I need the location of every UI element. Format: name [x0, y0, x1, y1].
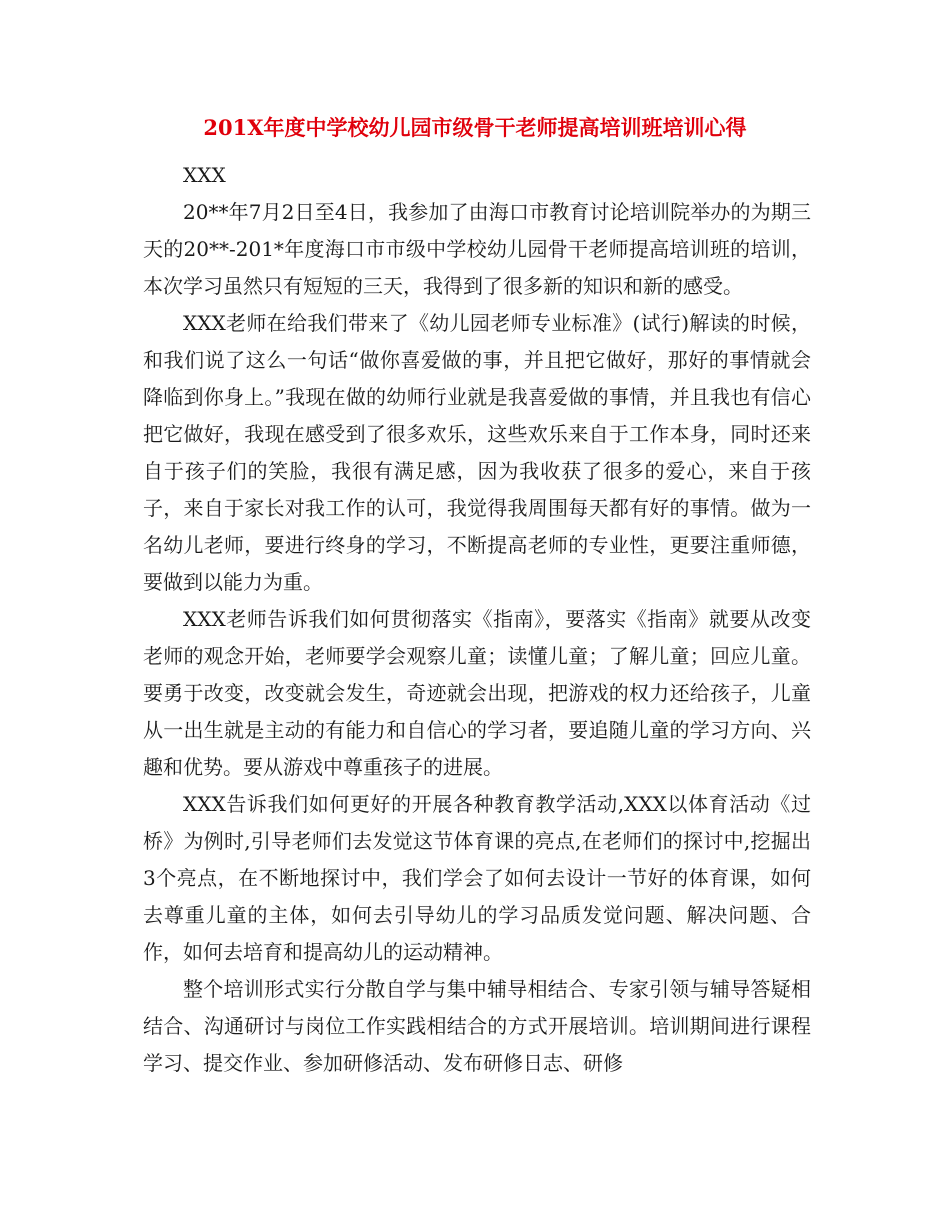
paragraph-1: 20**年7月2日至4日，我参加了由海口市教育讨论培训院举办的为期三天的20**-201*年度海口市市级中学校幼儿园骨干老师提高培训班的培训，本次学习虽然只有短短的三天，我得到了很多新的知识和新的感受。 — [143, 200, 811, 298]
document-body — [143, 157, 811, 1082]
author-line: XXX — [183, 163, 226, 187]
document-title: 201X年度中学校幼儿园市级骨干老师提高培训班培训心得 — [203, 115, 747, 140]
paragraph-2: XXX老师在给我们带来了《幼儿园老师专业标准》(试行)解读的时候，和我们说了这么一句话“做你喜爱做的事，并且把它做好，那好的事情就会降临到你身上。”我现在做的幼师行业就是我喜爱做的事情，并且我也有信心把它做好，我现在感受到了很多欢乐，这些欢乐来自于工作本身，同时还来自于孩子们的笑脸，我很有满足感，因为我收获了很多的爱心，来自于孩子，来自于家长对我工作的认可，我觉得我周围每天都有好的事情。做为一名幼儿老师，要进行终身的学习，不断提高老师的专业性，更要注重师德，要做到以能力为重。 — [143, 311, 811, 594]
paragraph-3: XXX老师告诉我们如何贯彻落实《指南》，要落实《指南》就要从改变老师的观念开始，老师要学会观察儿童；读懂儿童；了解儿童；回应儿童。要勇于改变，改变就会发生，奇迹就会出现，把游戏的权力还给孩子，儿童从一出生就是主动的有能力和自信心的学习者，要追随儿童的学习方向、兴趣和优势。要从游戏中尊重孩子的进展。 — [143, 607, 811, 779]
paragraph-4: XXX告诉我们如何更好的开展各种教育教学活动,XXX以体育活动《过桥》为例时,引导老师们去发觉这节体育课的亮点,在老师们的探讨中,挖掘出3个亮点，在不断地探讨中，我们学会了如何去设计一节好的体育课，如何去尊重儿童的主体，如何去引导幼儿的学习品质发觉问题、解决问题、合作，如何去培育和提高幼儿的运动精神。 — [143, 792, 811, 964]
paragraph-5: 整个培训形式实行分散自学与集中辅导相结合、专家引领与辅导答疑相结合、沟通研讨与岗位工作实践相结合的方式开展培训。培训期间进行课程学习、提交作业、参加研修活动、发布研修日志、研修 — [143, 977, 811, 1075]
